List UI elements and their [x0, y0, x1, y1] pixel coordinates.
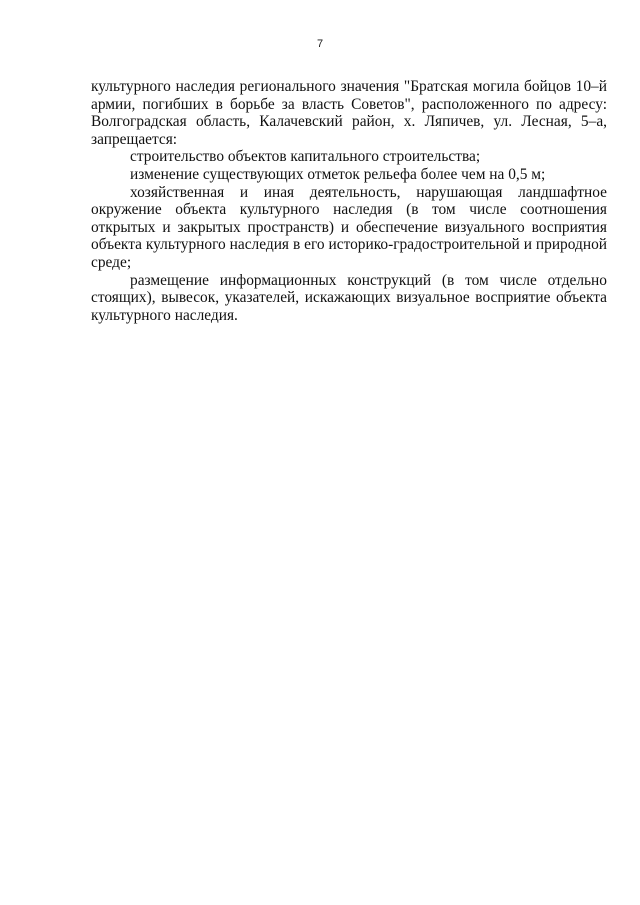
list-item-information-structures: размещение информационных конструкций (в том числе отдельно стоящих), вывесок, указателей, искажающих визуальное восприятие объекта культурного наследия. [91, 271, 607, 324]
list-item-relief-change: изменение существующих отметок рельефа более чем на 0,5 м; [130, 165, 546, 183]
page-number: 7 [316, 38, 324, 50]
list-item-capital-construction: строительство объектов капитального строительства; [130, 148, 481, 166]
paragraph-continuation: культурного наследия регионального значения "Братская могила бойцов 10–й армии, погибших в борьбе за власть Советов", расположенного по адресу: Волгоградская область, Калачевский район, х. Ляпичев, ул. Лесная, 5–а, запрещается: [91, 78, 607, 148]
document-body [91, 78, 607, 324]
list-item-economic-activity: хозяйственная и иная деятельность, нарушающая ландшафтное окружение объекта культурного наследия (в том числе соотношения открытых и закрытых пространств) и обеспечение визуального восприятия объекта культурного наследия в его историко-градостроительной и природной среде; [91, 183, 607, 271]
